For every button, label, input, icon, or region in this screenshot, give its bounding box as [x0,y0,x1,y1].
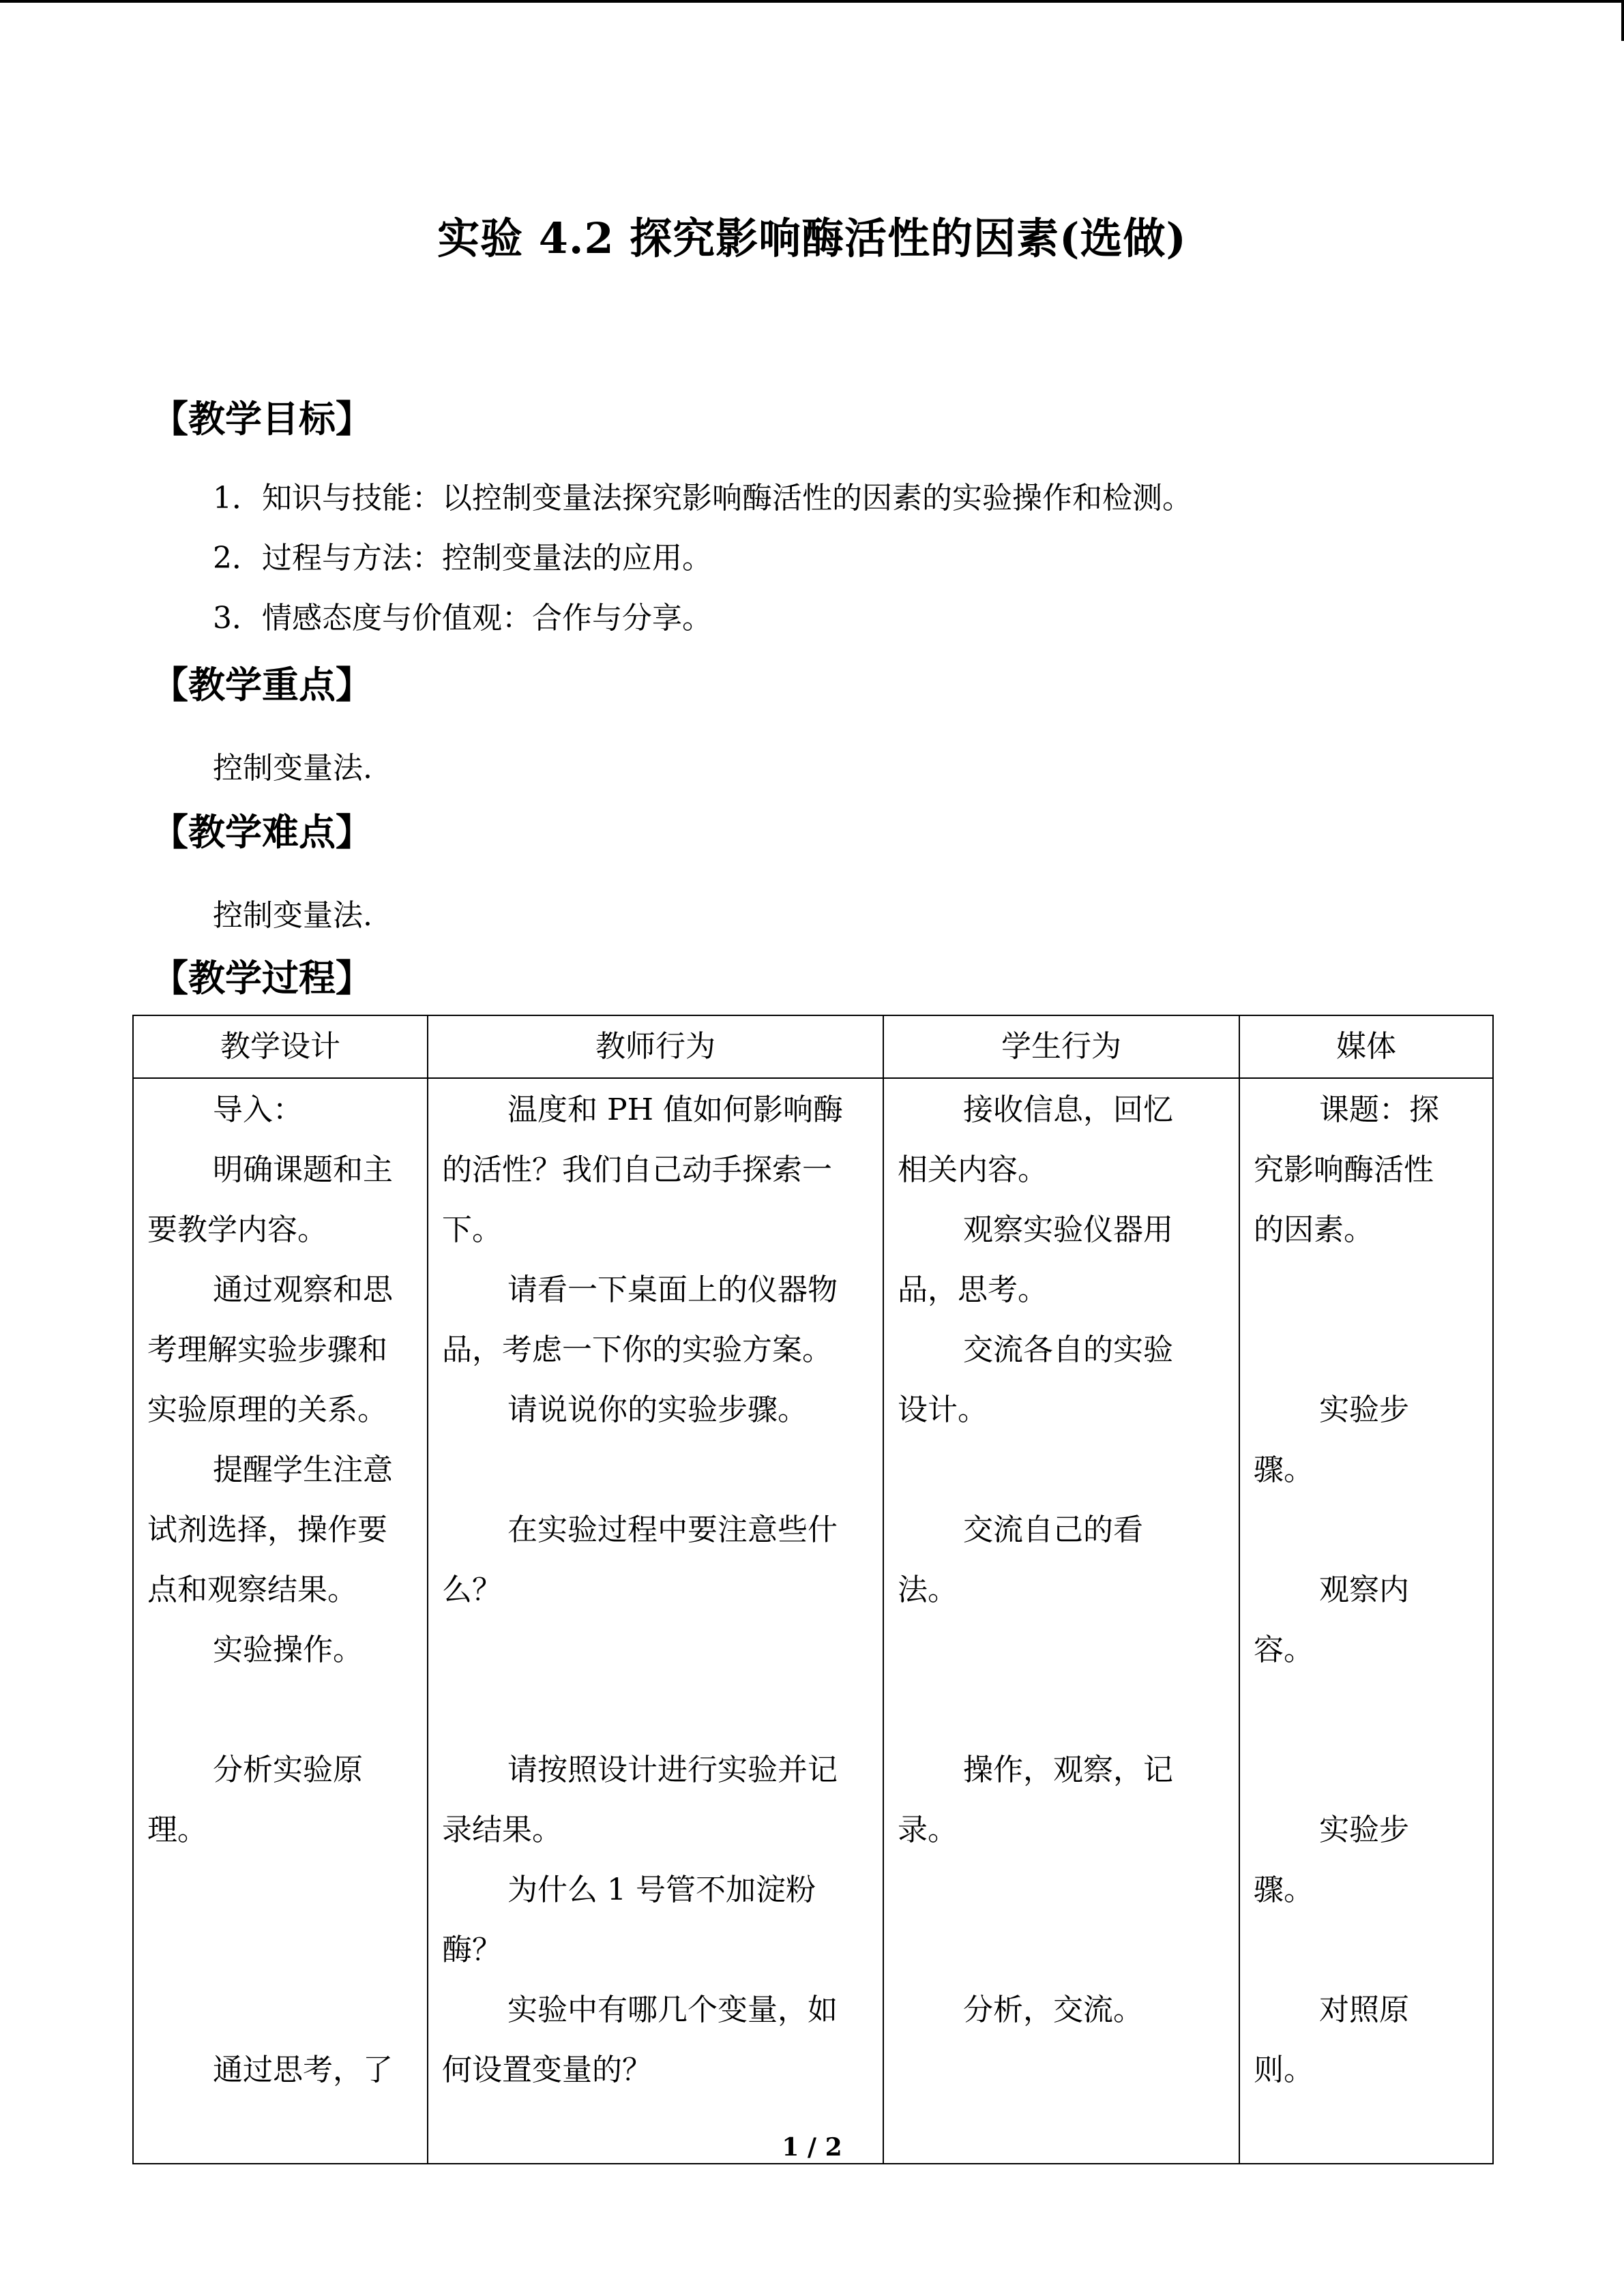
teacher-line [442,1440,869,1500]
teacher-line: 为什么 1 号管不加淀粉 [507,1873,816,1907]
teacher-line [442,1620,869,1680]
cell-media [1239,1078,1493,2164]
teaching-process-table [132,1015,1494,2164]
section-heading-process: 【教学过程】 [151,957,372,1000]
student-line: 设计。 [898,1392,988,1427]
header-teaching-design: 教学设计 [133,1015,428,1078]
design-line: 分析实验原 [213,1753,363,1787]
table-header-row [133,1015,1493,1078]
header-student-behavior: 学生行为 [883,1015,1239,1078]
design-line: 导入： [213,1092,303,1127]
section-heading-difficulty: 【教学难点】 [151,811,372,854]
media-line: 实验步 [1319,1813,1409,1847]
cell-teaching-design [133,1078,428,2164]
teacher-line: 下。 [442,1212,502,1247]
media-line: 对照原 [1319,1993,1409,2027]
student-line [898,2040,1225,2100]
student-line: 录。 [898,1813,958,1847]
teacher-line: 何设置变量的？ [442,2053,652,2087]
teacher-line: 请看一下桌面上的仪器物 [507,1272,838,1307]
student-line [898,1680,1225,1740]
section-heading-objectives: 【教学目标】 [151,398,372,441]
media-line: 的因素。 [1254,1212,1374,1247]
media-line: 骤。 [1254,1873,1314,1907]
student-line: 交流自己的看 [963,1512,1143,1547]
design-line: 明确课题和主 [213,1152,393,1187]
teacher-line [442,1680,869,1740]
media-line: 骤。 [1254,1452,1314,1487]
media-line: 究影响酶活性 [1254,1152,1434,1187]
design-line: 通过观察和思 [213,1272,393,1307]
media-line [1254,1680,1479,1740]
media-line [1254,1740,1479,1800]
design-line: 通过思考，了 [213,2053,393,2087]
top-border-line [0,0,1624,3]
design-line: 要教学内容。 [147,1212,327,1247]
design-line: 考理解实验步骤和 [147,1332,387,1367]
teacher-line: 实验中有哪几个变量，如 [507,1993,838,2027]
media-line: 容。 [1254,1632,1314,1667]
teacher-line: 酶？ [442,1933,502,1967]
media-line: 观察内 [1319,1572,1409,1607]
teacher-line: 录结果。 [442,1813,562,1847]
header-media: 媒体 [1239,1015,1493,1078]
design-line: 理。 [147,1813,207,1847]
student-line: 法。 [898,1572,958,1607]
student-line [898,1920,1225,1980]
teacher-line: 请说说你的实验步骤。 [507,1392,808,1427]
student-line: 品，思考。 [898,1272,1048,1307]
table-row [133,1078,1493,2164]
student-line [898,1860,1225,1920]
document-title: 实验 4.2 探究影响酶活性的因素(选做) [437,213,1187,263]
design-line: 试剂选择，操作要 [147,1512,387,1547]
cell-student-behavior [883,1078,1239,2164]
key-point-text: 控制变量法. [213,751,372,786]
media-line [1254,1320,1479,1380]
objective-item-2: 2．过程与方法：控制变量法的应用。 [213,541,712,576]
teacher-line: 品，考虑一下你的实验方案。 [442,1332,832,1367]
right-border-line [1621,0,1624,41]
design-line: 点和观察结果。 [147,1572,357,1607]
cell-teacher-behavior [428,1078,883,2164]
teacher-line: 请按照设计进行实验并记 [507,1753,838,1787]
design-line [147,1980,413,2040]
student-line: 交流各自的实验 [963,1332,1173,1367]
objective-item-3: 3．情感态度与价值观：合作与分享。 [213,601,712,636]
section-heading-key-point: 【教学重点】 [151,664,372,706]
teacher-line: 么？ [442,1572,502,1607]
student-line [898,1440,1225,1500]
header-teacher-behavior: 教师行为 [428,1015,883,1078]
design-line: 实验原理的关系。 [147,1392,387,1427]
design-line: 提醒学生注意 [213,1452,393,1487]
design-line [147,1680,413,1740]
media-line: 则。 [1254,2053,1314,2087]
media-line [1254,1500,1479,1560]
student-line: 操作，观察，记 [963,1753,1173,1787]
student-line: 分析，交流。 [963,1993,1143,2027]
student-line [898,1620,1225,1680]
media-line [1254,1920,1479,1980]
teacher-line: 的活性？我们自己动手探索一 [442,1152,832,1187]
difficulty-text: 控制变量法. [213,898,372,933]
media-line: 实验步 [1319,1392,1409,1427]
design-line [147,1860,413,1920]
teacher-line: 温度和 PH 值如何影响酶 [507,1092,843,1127]
design-line [147,1920,413,1980]
objective-item-1: 1．知识与技能：以控制变量法探究影响酶活性的因素的实验操作和检测。 [213,481,1192,516]
design-line: 实验操作。 [213,1632,363,1667]
media-line [1254,1260,1479,1320]
student-line: 接收信息，回忆 [963,1092,1173,1127]
page-number: 1 / 2 [782,2133,842,2162]
student-line: 相关内容。 [898,1152,1048,1187]
student-line: 观察实验仪器用 [963,1212,1173,1247]
media-line: 课题：探 [1319,1092,1439,1127]
teacher-line: 在实验过程中要注意些什 [507,1512,838,1547]
